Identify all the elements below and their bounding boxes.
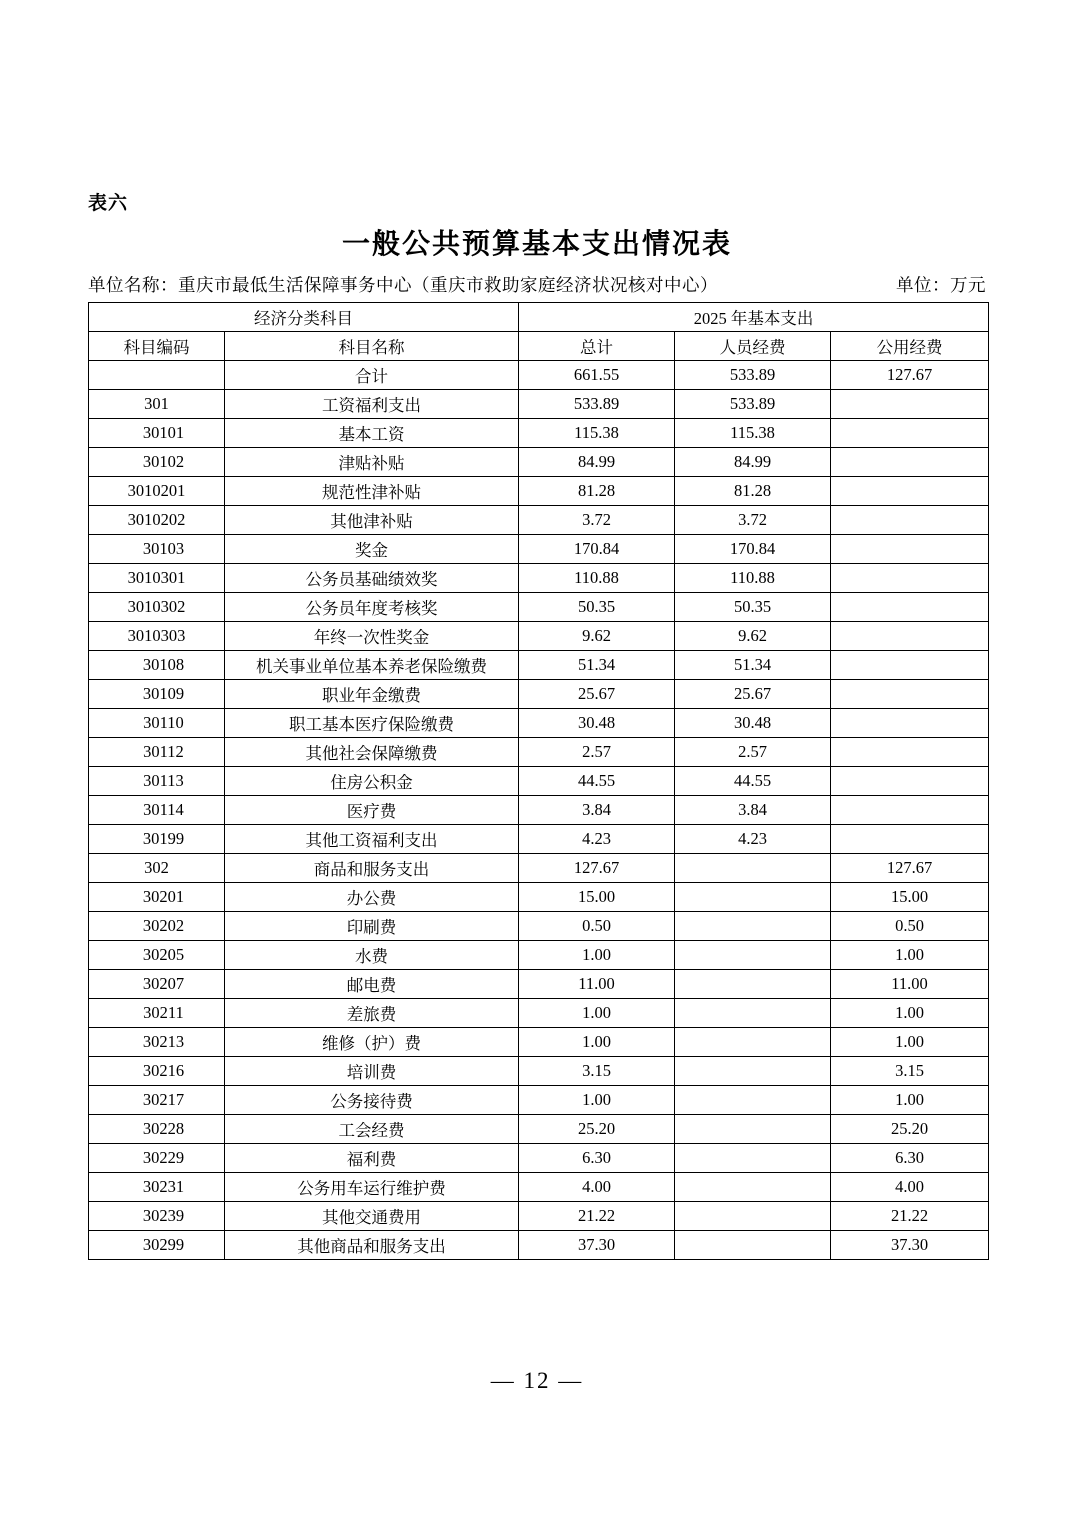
cell-code — [89, 361, 225, 390]
cell-total: 661.55 — [519, 361, 675, 390]
cell-total: 127.67 — [519, 854, 675, 883]
cell-code: 301 — [89, 390, 225, 419]
cell-name: 其他津补贴 — [225, 506, 519, 535]
cell-total: 0.50 — [519, 912, 675, 941]
cell-name: 其他交通费用 — [225, 1202, 519, 1231]
table-row — [89, 941, 989, 970]
cell-name: 邮电费 — [225, 970, 519, 999]
cell-code: 30102 — [89, 448, 225, 477]
cell-total: 21.22 — [519, 1202, 675, 1231]
cell-code: 30108 — [89, 651, 225, 680]
table-row — [89, 448, 989, 477]
table-row — [89, 825, 989, 854]
cell-name: 住房公积金 — [225, 767, 519, 796]
table-row — [89, 593, 989, 622]
table-header-group — [89, 303, 989, 332]
cell-personnel: 3.72 — [675, 506, 831, 535]
cell-total: 3.72 — [519, 506, 675, 535]
cell-public: 1.00 — [831, 1028, 989, 1057]
cell-code: 3010202 — [89, 506, 225, 535]
cell-public — [831, 796, 989, 825]
cell-personnel: 115.38 — [675, 419, 831, 448]
cell-total: 1.00 — [519, 941, 675, 970]
table-row — [89, 1028, 989, 1057]
cell-public: 4.00 — [831, 1173, 989, 1202]
table-row — [89, 999, 989, 1028]
table-header-columns — [89, 332, 989, 361]
cell-personnel: 50.35 — [675, 593, 831, 622]
cell-public: 6.30 — [831, 1144, 989, 1173]
cell-name: 职业年金缴费 — [225, 680, 519, 709]
cell-code: 3010303 — [89, 622, 225, 651]
cell-name: 公务接待费 — [225, 1086, 519, 1115]
table-row — [89, 680, 989, 709]
table-number: 表六 — [88, 193, 129, 214]
subtitle-row — [88, 272, 986, 297]
cell-code: 30239 — [89, 1202, 225, 1231]
budget-table — [88, 302, 989, 1260]
column-header-personnel: 人员经费 — [675, 332, 831, 361]
cell-public — [831, 622, 989, 651]
cell-name: 其他商品和服务支出 — [225, 1231, 519, 1260]
cell-personnel: 51.34 — [675, 651, 831, 680]
cell-total: 50.35 — [519, 593, 675, 622]
cell-code: 30217 — [89, 1086, 225, 1115]
table-row — [89, 419, 989, 448]
column-header-name: 科目名称 — [225, 332, 519, 361]
cell-code: 30205 — [89, 941, 225, 970]
table-row — [89, 767, 989, 796]
cell-code: 30113 — [89, 767, 225, 796]
cell-personnel: 9.62 — [675, 622, 831, 651]
cell-personnel: 84.99 — [675, 448, 831, 477]
table-row — [89, 622, 989, 651]
cell-code: 30201 — [89, 883, 225, 912]
cell-personnel — [675, 1202, 831, 1231]
table-row — [89, 912, 989, 941]
cell-personnel: 3.84 — [675, 796, 831, 825]
cell-code: 30110 — [89, 709, 225, 738]
cell-personnel — [675, 1086, 831, 1115]
cell-total: 81.28 — [519, 477, 675, 506]
table-row — [89, 535, 989, 564]
cell-public: 37.30 — [831, 1231, 989, 1260]
cell-total: 15.00 — [519, 883, 675, 912]
unit-measure: 单位：万元 — [896, 275, 986, 295]
cell-public — [831, 506, 989, 535]
cell-total: 4.23 — [519, 825, 675, 854]
page-title: 一般公共预算基本支出情况表 — [341, 229, 732, 260]
cell-total: 1.00 — [519, 999, 675, 1028]
cell-name: 福利费 — [225, 1144, 519, 1173]
cell-personnel: 44.55 — [675, 767, 831, 796]
column-header-public: 公用经费 — [831, 332, 989, 361]
cell-code: 30103 — [89, 535, 225, 564]
column-header-code: 科目编码 — [89, 332, 225, 361]
cell-total: 6.30 — [519, 1144, 675, 1173]
cell-public — [831, 767, 989, 796]
cell-name: 印刷费 — [225, 912, 519, 941]
cell-total: 2.57 — [519, 738, 675, 767]
cell-public — [831, 564, 989, 593]
table-row — [89, 709, 989, 738]
cell-public — [831, 593, 989, 622]
table-row — [89, 390, 989, 419]
cell-name: 津贴补贴 — [225, 448, 519, 477]
cell-public — [831, 680, 989, 709]
header-economic-category: 经济分类科目 — [89, 303, 519, 332]
cell-personnel: 30.48 — [675, 709, 831, 738]
cell-code: 30207 — [89, 970, 225, 999]
cell-name: 公务员基础绩效奖 — [225, 564, 519, 593]
table-row — [89, 651, 989, 680]
cell-personnel: 2.57 — [675, 738, 831, 767]
cell-public: 21.22 — [831, 1202, 989, 1231]
table-row — [89, 738, 989, 767]
cell-code: 30229 — [89, 1144, 225, 1173]
cell-name: 年终一次性奖金 — [225, 622, 519, 651]
cell-total: 4.00 — [519, 1173, 675, 1202]
cell-personnel — [675, 941, 831, 970]
cell-personnel — [675, 912, 831, 941]
cell-code: 30101 — [89, 419, 225, 448]
cell-name: 工会经费 — [225, 1115, 519, 1144]
cell-personnel: 533.89 — [675, 390, 831, 419]
cell-public: 25.20 — [831, 1115, 989, 1144]
cell-name: 其他工资福利支出 — [225, 825, 519, 854]
table-row — [89, 970, 989, 999]
cell-total: 115.38 — [519, 419, 675, 448]
cell-name: 差旅费 — [225, 999, 519, 1028]
cell-code: 30231 — [89, 1173, 225, 1202]
cell-public — [831, 738, 989, 767]
cell-personnel — [675, 1057, 831, 1086]
cell-code: 30199 — [89, 825, 225, 854]
cell-personnel — [675, 1144, 831, 1173]
cell-public — [831, 419, 989, 448]
cell-total: 3.15 — [519, 1057, 675, 1086]
table-row-total — [89, 361, 989, 390]
cell-code: 3010201 — [89, 477, 225, 506]
cell-public: 1.00 — [831, 1086, 989, 1115]
cell-name: 机关事业单位基本养老保险缴费 — [225, 651, 519, 680]
cell-public — [831, 535, 989, 564]
cell-total: 84.99 — [519, 448, 675, 477]
cell-name: 商品和服务支出 — [225, 854, 519, 883]
cell-public: 0.50 — [831, 912, 989, 941]
cell-name: 公务员年度考核奖 — [225, 593, 519, 622]
cell-total: 110.88 — [519, 564, 675, 593]
table-row — [89, 477, 989, 506]
cell-public — [831, 448, 989, 477]
cell-name: 公务用车运行维护费 — [225, 1173, 519, 1202]
cell-total: 1.00 — [519, 1086, 675, 1115]
cell-name: 其他社会保障缴费 — [225, 738, 519, 767]
table-row — [89, 854, 989, 883]
table-row — [89, 1115, 989, 1144]
cell-code: 30211 — [89, 999, 225, 1028]
cell-public — [831, 477, 989, 506]
cell-code: 30109 — [89, 680, 225, 709]
table-row — [89, 506, 989, 535]
cell-total: 25.20 — [519, 1115, 675, 1144]
cell-personnel — [675, 970, 831, 999]
cell-personnel — [675, 1028, 831, 1057]
cell-code: 30114 — [89, 796, 225, 825]
cell-name: 基本工资 — [225, 419, 519, 448]
cell-code: 302 — [89, 854, 225, 883]
cell-code: 30213 — [89, 1028, 225, 1057]
cell-name: 规范性津补贴 — [225, 477, 519, 506]
cell-public: 15.00 — [831, 883, 989, 912]
table-row — [89, 1144, 989, 1173]
cell-total: 9.62 — [519, 622, 675, 651]
cell-personnel: 170.84 — [675, 535, 831, 564]
table-row — [89, 564, 989, 593]
cell-name: 工资福利支出 — [225, 390, 519, 419]
cell-public — [831, 390, 989, 419]
cell-code: 3010301 — [89, 564, 225, 593]
cell-name: 水费 — [225, 941, 519, 970]
cell-personnel — [675, 1231, 831, 1260]
cell-public — [831, 651, 989, 680]
cell-code: 30228 — [89, 1115, 225, 1144]
cell-personnel: 81.28 — [675, 477, 831, 506]
cell-name: 合计 — [225, 361, 519, 390]
cell-name: 办公费 — [225, 883, 519, 912]
cell-personnel: 4.23 — [675, 825, 831, 854]
cell-personnel — [675, 883, 831, 912]
cell-total: 44.55 — [519, 767, 675, 796]
cell-code: 30299 — [89, 1231, 225, 1260]
cell-public: 127.67 — [831, 854, 989, 883]
column-header-total: 总计 — [519, 332, 675, 361]
cell-total: 30.48 — [519, 709, 675, 738]
page-number: — 12 — — [490, 1368, 584, 1393]
table-row — [89, 883, 989, 912]
cell-public: 3.15 — [831, 1057, 989, 1086]
table-row — [89, 1057, 989, 1086]
cell-code: 30202 — [89, 912, 225, 941]
cell-total: 1.00 — [519, 1028, 675, 1057]
table-row — [89, 1173, 989, 1202]
cell-total: 25.67 — [519, 680, 675, 709]
cell-name: 维修（护）费 — [225, 1028, 519, 1057]
table-row — [89, 1202, 989, 1231]
cell-name: 医疗费 — [225, 796, 519, 825]
cell-code: 30216 — [89, 1057, 225, 1086]
cell-personnel — [675, 999, 831, 1028]
cell-total: 170.84 — [519, 535, 675, 564]
cell-personnel: 110.88 — [675, 564, 831, 593]
table-row — [89, 1086, 989, 1115]
cell-total: 51.34 — [519, 651, 675, 680]
cell-total: 11.00 — [519, 970, 675, 999]
cell-name: 职工基本医疗保险缴费 — [225, 709, 519, 738]
cell-public: 1.00 — [831, 941, 989, 970]
cell-personnel — [675, 854, 831, 883]
cell-code: 30112 — [89, 738, 225, 767]
table-row — [89, 796, 989, 825]
table-row — [89, 1231, 989, 1260]
cell-public: 1.00 — [831, 999, 989, 1028]
unit-name: 单位名称：重庆市最低生活保障事务中心（重庆市救助家庭经济状况核对中心） — [88, 275, 718, 295]
cell-personnel: 25.67 — [675, 680, 831, 709]
cell-total: 533.89 — [519, 390, 675, 419]
cell-total: 3.84 — [519, 796, 675, 825]
cell-public: 11.00 — [831, 970, 989, 999]
cell-public — [831, 709, 989, 738]
cell-public — [831, 825, 989, 854]
cell-code: 3010302 — [89, 593, 225, 622]
cell-public: 127.67 — [831, 361, 989, 390]
cell-name: 奖金 — [225, 535, 519, 564]
cell-personnel — [675, 1115, 831, 1144]
cell-personnel: 533.89 — [675, 361, 831, 390]
cell-name: 培训费 — [225, 1057, 519, 1086]
cell-total: 37.30 — [519, 1231, 675, 1260]
cell-personnel — [675, 1173, 831, 1202]
header-year-basic-expenditure: 2025 年基本支出 — [519, 303, 989, 332]
